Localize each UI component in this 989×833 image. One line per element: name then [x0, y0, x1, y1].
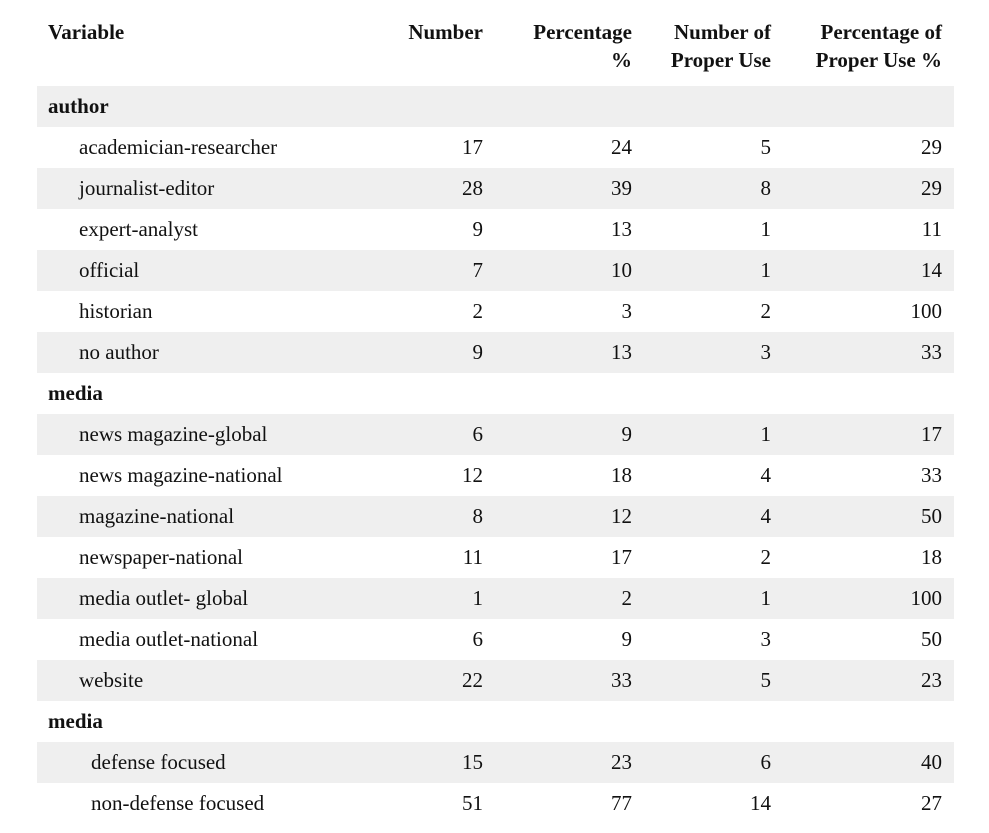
table-header	[37, 0, 954, 86]
row-proper-percentage: 18	[921, 545, 942, 569]
header-percentage-proper-use-line1: Percentage of	[820, 20, 942, 44]
row-label: historian	[79, 299, 153, 323]
header-number-proper-use-line1: Number of	[673, 20, 771, 44]
row-number: 6	[472, 627, 483, 651]
section-row-media	[37, 373, 954, 414]
row-percentage: 2	[621, 586, 632, 610]
row-number: 2	[472, 299, 483, 323]
data-table	[37, 0, 954, 824]
row-proper-number: 1	[760, 586, 771, 610]
table-row	[37, 619, 954, 660]
section-title: media	[48, 381, 103, 405]
header-percentage-line2: %	[611, 48, 632, 72]
row-proper-number: 8	[760, 176, 771, 200]
row-label: media outlet- global	[79, 586, 249, 610]
row-proper-number: 5	[760, 668, 771, 692]
header-percentage-proper-use-line2: Proper Use %	[815, 48, 942, 72]
header-variable-label: Variable	[48, 20, 125, 44]
table-row	[37, 332, 954, 373]
header-variable	[48, 18, 124, 46]
row-label: media outlet-national	[79, 627, 259, 651]
row-percentage: 39	[611, 176, 632, 200]
table-row	[37, 209, 954, 250]
row-proper-number: 3	[760, 627, 771, 651]
row-percentage: 77	[611, 791, 632, 815]
row-proper-percentage: 33	[921, 463, 942, 487]
table-row	[37, 578, 954, 619]
row-percentage: 9	[621, 422, 632, 446]
table-row	[37, 496, 954, 537]
section-title: media	[48, 709, 103, 733]
row-number: 11	[462, 545, 483, 569]
header-number-proper-use	[671, 18, 771, 74]
row-percentage: 9	[621, 627, 632, 651]
row-number: 6	[472, 422, 483, 446]
row-proper-number: 1	[760, 217, 771, 241]
row-proper-number: 2	[760, 545, 771, 569]
row-proper-percentage: 14	[921, 258, 942, 282]
row-proper-percentage: 50	[921, 504, 942, 528]
row-label: no author	[79, 340, 159, 364]
header-number-label: Number	[408, 20, 483, 44]
row-percentage: 23	[611, 750, 632, 774]
table-row	[37, 660, 954, 701]
table-row	[37, 742, 954, 783]
row-number: 9	[472, 217, 483, 241]
header-percentage-proper-use	[816, 18, 942, 74]
row-proper-percentage: 40	[921, 750, 942, 774]
row-label: academician-researcher	[79, 135, 278, 159]
row-label: news magazine-national	[79, 463, 283, 487]
section-row-media-focus	[37, 701, 954, 742]
table-row	[37, 783, 954, 824]
table-row	[37, 291, 954, 332]
row-proper-percentage: 50	[921, 627, 942, 651]
table-row	[37, 250, 954, 291]
row-percentage: 17	[611, 545, 632, 569]
row-label: official	[79, 258, 140, 282]
header-percentage	[533, 18, 632, 74]
row-number: 12	[462, 463, 483, 487]
row-percentage: 33	[611, 668, 632, 692]
row-proper-percentage: 17	[921, 422, 942, 446]
row-proper-number: 4	[760, 504, 771, 528]
row-label: news magazine-global	[79, 422, 268, 446]
table-row	[37, 537, 954, 578]
row-label: expert-analyst	[79, 217, 198, 241]
row-proper-number: 2	[760, 299, 771, 323]
row-proper-percentage: 11	[921, 217, 942, 241]
table-row	[37, 127, 954, 168]
row-label: defense focused	[91, 750, 226, 774]
row-label: journalist-editor	[79, 176, 215, 200]
header-number	[408, 18, 483, 46]
section-title: author	[48, 94, 109, 118]
row-proper-number: 1	[760, 422, 771, 446]
row-proper-percentage: 29	[921, 176, 942, 200]
row-proper-percentage: 100	[910, 299, 942, 323]
row-percentage: 12	[611, 504, 632, 528]
row-number: 51	[462, 791, 483, 815]
row-label: newspaper-national	[79, 545, 244, 569]
row-proper-percentage: 33	[921, 340, 942, 364]
row-number: 8	[472, 504, 483, 528]
header-percentage-line1: Percentage	[533, 20, 632, 44]
table-row	[37, 455, 954, 496]
row-percentage: 18	[611, 463, 632, 487]
row-proper-percentage: 27	[921, 791, 942, 815]
header-number-proper-use-line2: Proper Use	[670, 48, 771, 72]
row-proper-percentage: 29	[921, 135, 942, 159]
row-label: magazine-national	[79, 504, 235, 528]
table-row	[37, 168, 954, 209]
row-label: non-defense focused	[91, 791, 265, 815]
row-number: 22	[462, 668, 483, 692]
row-proper-number: 3	[760, 340, 771, 364]
row-proper-number: 1	[760, 258, 771, 282]
table-row	[37, 414, 954, 455]
row-proper-number: 14	[750, 791, 771, 815]
row-proper-number: 4	[760, 463, 771, 487]
row-number: 15	[462, 750, 483, 774]
row-number: 7	[472, 258, 483, 282]
row-number: 28	[462, 176, 483, 200]
row-label: website	[79, 668, 144, 692]
row-proper-percentage: 100	[910, 586, 942, 610]
row-percentage: 10	[611, 258, 632, 282]
row-percentage: 3	[621, 299, 632, 323]
row-number: 1	[472, 586, 483, 610]
row-proper-percentage: 23	[921, 668, 942, 692]
row-proper-number: 5	[760, 135, 771, 159]
row-number: 9	[472, 340, 483, 364]
row-number: 17	[462, 135, 483, 159]
row-percentage: 13	[611, 217, 632, 241]
row-proper-number: 6	[760, 750, 771, 774]
row-percentage: 13	[611, 340, 632, 364]
section-row-author	[37, 86, 954, 127]
row-percentage: 24	[611, 135, 632, 159]
